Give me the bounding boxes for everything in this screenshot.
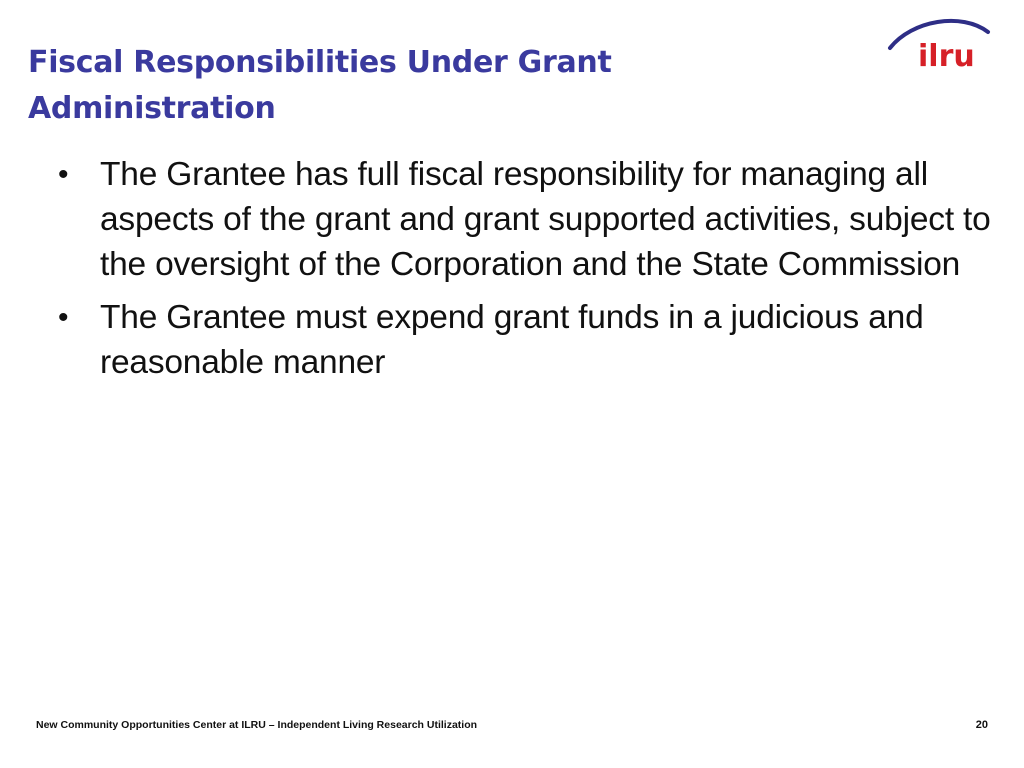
footer-organization: New Community Opportunities Center at ILRU – Independent Living Research Utilization (36, 719, 478, 731)
ilru-logo (884, 14, 994, 76)
bullet-marker: • (58, 158, 69, 191)
bullet-item (56, 152, 996, 287)
bullet-item (56, 295, 996, 385)
bullet-list (56, 152, 996, 393)
slide-title: Fiscal Responsibilities Under Grant Administration (28, 45, 612, 126)
bullet-marker: • (58, 301, 69, 334)
bullet-text: The Grantee has full fiscal responsibility for managing all aspects of the grant and grant supported activities, subject to the oversight of the Corporation and the State Commission (100, 156, 991, 283)
bullet-text: The Grantee must expend grant funds in a judicious and reasonable manner (100, 299, 924, 381)
logo-text: ilru (918, 39, 975, 74)
page-number: 20 (975, 719, 988, 731)
